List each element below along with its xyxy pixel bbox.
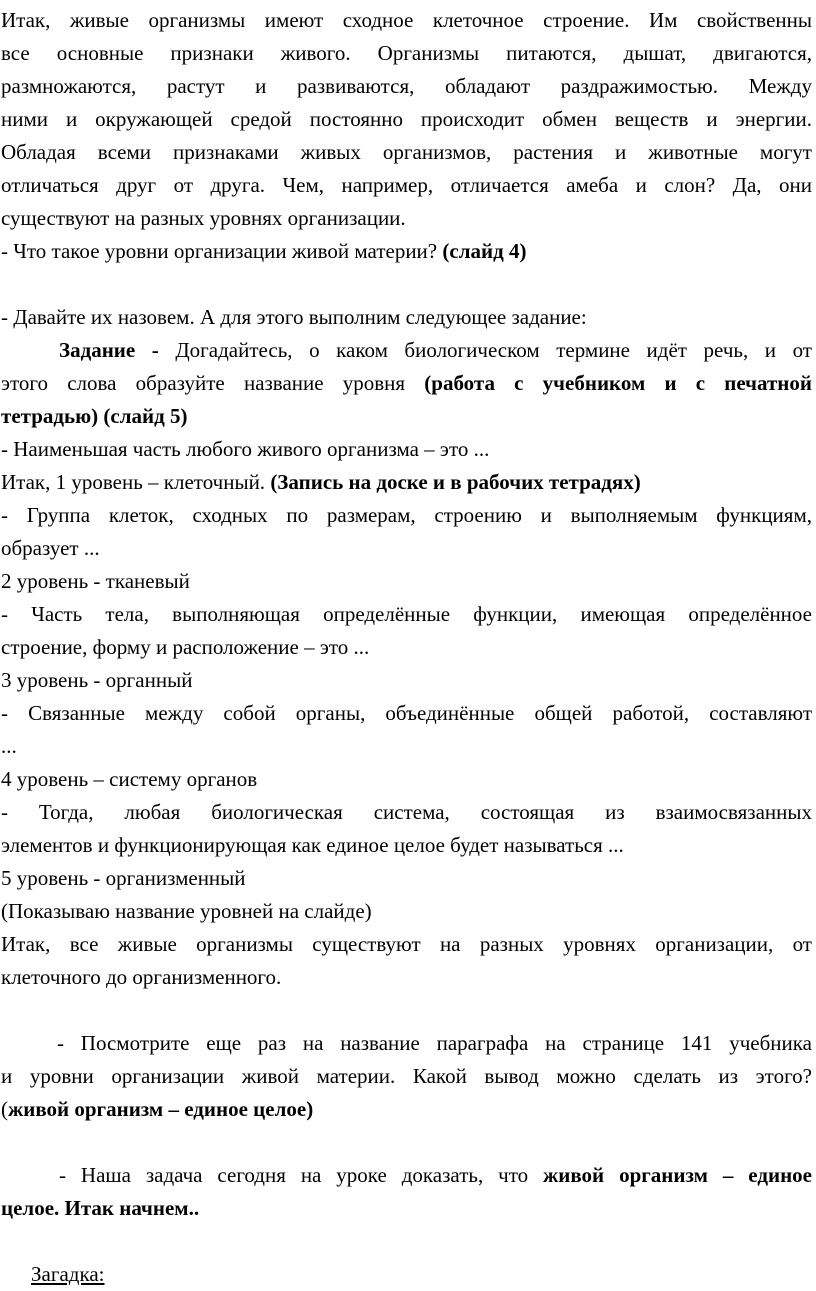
- intro-paragraph: [1, 0, 812, 235]
- blank-line: [1, 994, 812, 1027]
- board-note: (Запись на доске и в рабочих тетрадях): [270, 470, 641, 494]
- task-text: этого слова образуйте название уровня: [1, 371, 425, 395]
- level-2-line: 2 уровень - тканевый: [1, 569, 190, 593]
- intro-line: все основные признаки живого. Организмы питаются, дышат, двигаются,: [1, 41, 812, 65]
- task-line: [1, 367, 812, 400]
- question-line: - Тогда, любая биологическая система, состоящая из взаимосвязанных: [1, 800, 812, 824]
- question-levels: [1, 235, 812, 268]
- intro-line: Обладая всеми признаками живых организмов, растения и животные могут: [1, 140, 812, 164]
- blank-line: [1, 268, 812, 301]
- intro-line: размножаются, растут и развиваются, обладают раздражимостью. Между: [1, 74, 812, 98]
- goal-line: целое. Итак начнем..: [1, 1196, 200, 1220]
- show-levels-line: (Показываю название уровней на слайде): [1, 899, 372, 923]
- conclusion-bold: живой организм – единое целое): [8, 1097, 314, 1121]
- question-line: образует ...: [1, 536, 100, 560]
- task-line: [1, 334, 812, 367]
- task-note-line: тетрадью) (слайд 5): [1, 404, 188, 428]
- riddle-heading: [1, 1258, 812, 1291]
- look-line: [1, 1093, 812, 1126]
- intro-line: существуют на разных уровнях организации.: [1, 206, 406, 230]
- question-system: [1, 697, 812, 763]
- question-tissue: [1, 499, 812, 565]
- intro-line: ними и окружающей средой постоянно происходит обмен веществ и энергии.: [1, 107, 812, 131]
- question-line: - Группа клеток, сходных по размерам, строению и выполняемым функциям,: [1, 503, 812, 527]
- summary-line: Итак, все живые организмы существуют на разных уровнях организации, от: [1, 932, 812, 956]
- level-3-line: 3 уровень - органный: [1, 668, 193, 692]
- question-levels-text: - Что такое уровни организации живой материи?: [1, 239, 443, 263]
- task-note: (работа с учебником и с печатной: [424, 371, 812, 395]
- intro-line: отличаться друг от друга. Чем, например, отличается амеба и слон? Да, они: [1, 173, 812, 197]
- task-paragraph: [1, 334, 812, 433]
- intro-line: Итак, живые организмы имеют сходное клеточное строение. Им свойственны: [1, 8, 812, 32]
- level-5-line: 5 уровень - организменный: [1, 866, 246, 890]
- look-paragraph: [1, 1027, 812, 1126]
- slide-4-note: (слайд 4): [442, 239, 527, 263]
- goal-line: [1, 1159, 812, 1192]
- question-line: - Часть тела, выполняющая определённые функции, имеющая определённое: [1, 602, 812, 626]
- blank-line: [1, 1126, 812, 1159]
- question-line: строение, форму и расположение – это ...: [1, 635, 370, 659]
- goal-paragraph: [1, 1159, 812, 1225]
- question-line: - Связанные между собой органы, объединённые общей работой, составляют: [1, 701, 812, 725]
- level-1-line: [1, 466, 812, 499]
- goal-text: - Наша задача сегодня на уроке доказать, что: [59, 1163, 544, 1187]
- question-line: ...: [1, 734, 17, 758]
- riddle-label: Загадка:: [31, 1262, 105, 1286]
- level-1-text: Итак, 1 уровень – клеточный.: [1, 470, 271, 494]
- question-cell: - Наименьшая часть любого живого организма – это ...: [1, 437, 490, 461]
- summary-line: клеточного до организменного.: [1, 965, 282, 989]
- question-organism: [1, 796, 812, 862]
- summary-paragraph: [1, 928, 812, 994]
- question-organ: [1, 598, 812, 664]
- question-line: элементов и функционирующая как единое целое будет называться ...: [1, 833, 624, 857]
- look-line: и уровни организации живой материи. Какой вывод можно сделать из этого?: [1, 1064, 812, 1088]
- look-line: - Посмотрите еще раз на название параграфа на странице 141 учебника: [57, 1031, 812, 1055]
- level-4-line: 4 уровень – систему органов: [1, 767, 258, 791]
- lets-name-line: - Давайте их назовем. А для этого выполним следующее задание:: [1, 305, 587, 329]
- task-label: Задание -: [59, 338, 176, 362]
- task-text: Догадайтесь, о каком биологическом термине идёт речь, и от: [175, 338, 812, 362]
- goal-bold: живой организм – единое: [543, 1163, 812, 1187]
- blank-line: [1, 1225, 812, 1258]
- open-paren: (: [1, 1097, 8, 1121]
